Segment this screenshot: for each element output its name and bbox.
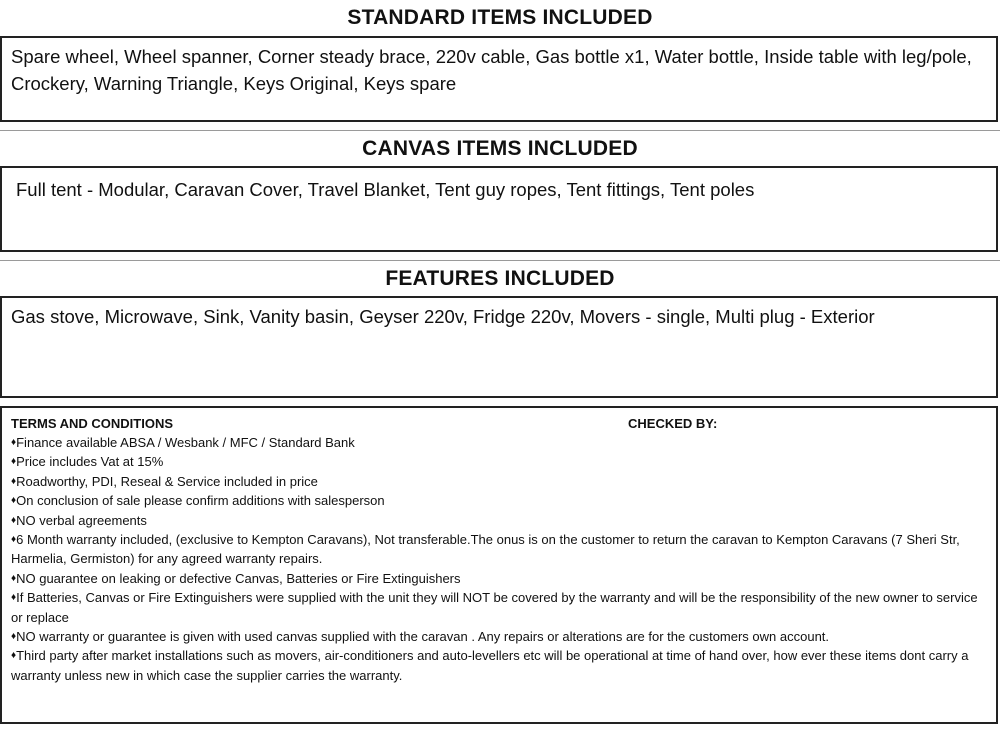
bullet-icon: ♦: [11, 514, 17, 526]
bullet-icon: ♦: [11, 592, 17, 604]
terms-title: TERMS AND CONDITIONS: [11, 416, 174, 431]
term-item: ♦NO verbal agreements: [11, 512, 147, 528]
term-item: ♦NO warranty or guarantee is given with used canvas supplied with the caravan . Any repairs or alterations are for the customers own account.: [11, 629, 830, 645]
term-item: ♦Finance available ABSA / Wesbank / MFC / Standard Bank: [11, 435, 355, 450]
term-item: ♦If Batteries, Canvas or Fire Extinguishers were supplied with the unit they will NOT be covered by the warranty and will be the responsibility of the new owner to service or replace: [11, 590, 978, 625]
terms-box: [0, 406, 998, 724]
features-box: [0, 296, 998, 398]
canvas-items-text: Full tent - Modular, Caravan Cover, Travel Blanket, Tent guy ropes, Tent fittings, Tent poles: [16, 179, 755, 200]
bullet-icon: ♦: [11, 456, 17, 468]
term-item: ♦Roadworthy, PDI, Reseal & Service included in price: [11, 473, 318, 489]
term-item: ♦6 Month warranty included, (exclusive to Kempton Caravans), Not transferable.The onus is on the customer to return the caravan to Kempton Caravans (7 Sheri Str, Harmelia, Germiston) for any agreed warranty repairs.: [11, 532, 960, 567]
term-item: ♦Price includes Vat at 15%: [11, 454, 164, 470]
features-text: Gas stove, Microwave, Sink, Vanity basin, Geyser 220v, Fridge 220v, Movers - single, Multi plug - Exterior: [11, 306, 875, 327]
terms-header-row: [11, 414, 987, 433]
features-heading: FEATURES INCLUDED: [0, 260, 1000, 296]
standard-items-text: Spare wheel, Wheel spanner, Corner steady brace, 220v cable, Gas bottle x1, Water bottle, Inside table with leg/pole, Crockery, Warning Triangle, Keys Original, Keys spare: [11, 46, 972, 94]
term-item: ♦NO guarantee on leaking or defective Canvas, Batteries or Fire Extinguishers: [11, 570, 461, 586]
term-item: ♦Third party after market installations such as movers, air-conditioners and auto-levellers etc will be operational at time of hand over, how ever these items dont carry a warranty unless new in which case the supplier carries the warranty.: [11, 648, 969, 683]
bullet-icon: ♦: [11, 631, 17, 643]
bullet-icon: ♦: [11, 495, 17, 507]
bullet-icon: ♦: [11, 534, 17, 546]
bullet-icon: ♦: [11, 572, 17, 584]
bullet-icon: ♦: [11, 650, 17, 662]
canvas-items-heading: CANVAS ITEMS INCLUDED: [0, 130, 1000, 166]
bullet-icon: ♦: [11, 475, 17, 487]
bullet-icon: ♦: [11, 437, 17, 448]
checked-by-label: CHECKED BY:: [628, 416, 718, 431]
standard-items-heading: STANDARD ITEMS INCLUDED: [347, 6, 653, 29]
canvas-items-box: [0, 166, 998, 252]
standard-items-box: [0, 36, 998, 122]
term-item: ♦On conclusion of sale please confirm additions with salesperson: [11, 493, 385, 509]
